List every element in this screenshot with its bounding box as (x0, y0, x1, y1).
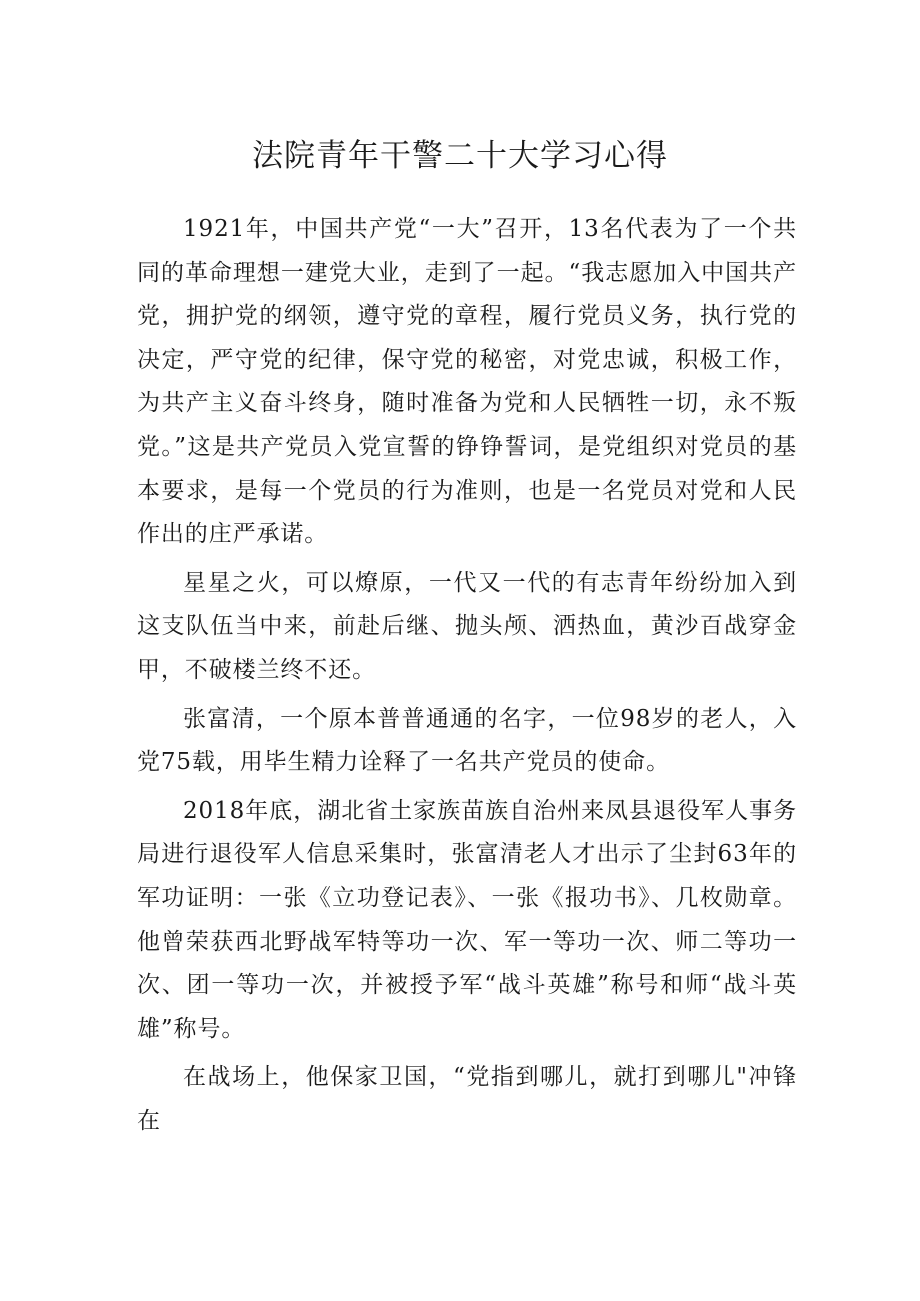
document-title: 法院青年干警二十大学习心得 (252, 138, 668, 174)
paragraph: 2018年底，湖北省土家族苗族自治州来凤县退役军人事务局进行退役军人信息采集时，张富清老人才出示了尘封63年的军功证明：一张《立功登记表》、一张《报功书》、几枚勋章。他曾荣获西北野战军特等功一次、军一等功一次、师二等功一次、团一等功一次，并被授予军“战斗英雄”称号和师“战斗英雄”称号。 (137, 797, 797, 1042)
paragraph: 在战场上，他保家卫国，“党指到哪儿，就打到哪儿"冲锋在 (137, 1064, 797, 1134)
document-body (137, 208, 797, 1148)
paragraph: 1921年，中国共产党“一大”召开，13名代表为了一个共同的革命理想一建党大业，走到了一起。“我志愿加入中国共产党，拥护党的纲领，遵守党的章程，履行党员义务，执行党的决定，严守党的纪律，保守党的秘密，对党忠诚，积极工作，为共产主义奋斗终身，随时准备为党和人民牺牲一切，永不叛党。”这是共产党员入党宣誓的铮铮誓词，是党组织对党员的基本要求，是每一个党员的行为准则，也是一名党员对党和人民作出的庄严承诺。 (137, 216, 797, 548)
paragraph: 张富清，一个原本普普通通的名字，一位98岁的老人，入党75载，用毕生精力诠释了一名共产党员的使命。 (137, 705, 797, 776)
paragraph: 星星之火，可以燎原，一代又一代的有志青年纷纷加入到这支队伍当中来，前赴后继、抛头颅、洒热血，黄沙百战穿金甲，不破楼兰终不还。 (137, 569, 797, 683)
